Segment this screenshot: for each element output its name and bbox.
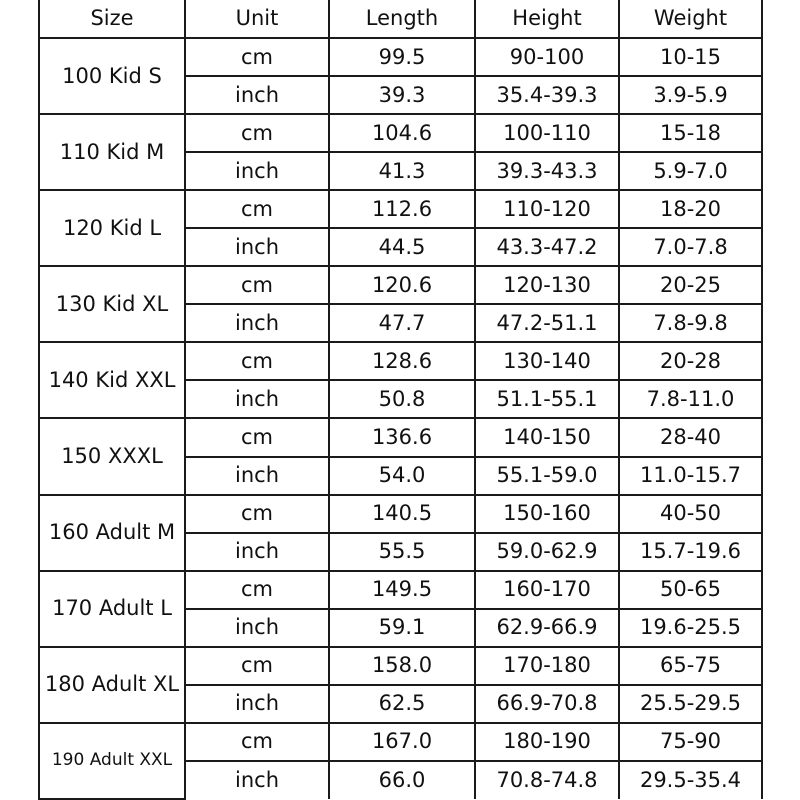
unit-cell: inch <box>185 152 329 190</box>
weight-cell: 40-50 <box>619 495 762 533</box>
header-row <box>39 0 762 38</box>
unit-cell: inch <box>185 761 329 799</box>
length-cell: 120.6 <box>329 266 475 304</box>
height-cell: 51.1-55.1 <box>475 380 619 418</box>
table-row <box>39 495 762 533</box>
length-cell: 50.8 <box>329 380 475 418</box>
height-cell: 170-180 <box>475 647 619 685</box>
height-cell: 59.0-62.9 <box>475 533 619 571</box>
unit-cell: cm <box>185 190 329 228</box>
size-cell: 170 Adult L <box>39 571 185 647</box>
weight-cell: 15-18 <box>619 114 762 152</box>
weight-cell: 65-75 <box>619 647 762 685</box>
weight-cell: 25.5-29.5 <box>619 685 762 723</box>
unit-cell: inch <box>185 380 329 418</box>
header-weight: Weight <box>619 0 762 38</box>
height-cell: 39.3-43.3 <box>475 152 619 190</box>
weight-cell: 7.8-9.8 <box>619 304 762 342</box>
weight-cell: 7.8-11.0 <box>619 380 762 418</box>
weight-cell: 29.5-35.4 <box>619 761 762 799</box>
height-cell: 47.2-51.1 <box>475 304 619 342</box>
unit-cell: inch <box>185 609 329 647</box>
size-chart-table <box>38 0 763 800</box>
size-cell: 100 Kid S <box>39 38 185 114</box>
length-cell: 41.3 <box>329 152 475 190</box>
weight-cell: 10-15 <box>619 38 762 76</box>
weight-cell: 11.0-15.7 <box>619 457 762 495</box>
size-cell: 150 XXXL <box>39 418 185 494</box>
length-cell: 59.1 <box>329 609 475 647</box>
table-header <box>39 0 762 38</box>
length-cell: 99.5 <box>329 38 475 76</box>
table-row <box>39 418 762 456</box>
weight-cell: 15.7-19.6 <box>619 533 762 571</box>
height-cell: 150-160 <box>475 495 619 533</box>
table-row <box>39 38 762 76</box>
unit-cell: cm <box>185 266 329 304</box>
size-cell: 130 Kid XL <box>39 266 185 342</box>
unit-cell: inch <box>185 457 329 495</box>
unit-cell: inch <box>185 533 329 571</box>
unit-cell: cm <box>185 418 329 456</box>
size-cell: 190 Adult XXL <box>39 723 185 799</box>
length-cell: 167.0 <box>329 723 475 761</box>
height-cell: 90-100 <box>475 38 619 76</box>
unit-cell: cm <box>185 495 329 533</box>
unit-cell: cm <box>185 342 329 380</box>
weight-cell: 18-20 <box>619 190 762 228</box>
length-cell: 112.6 <box>329 190 475 228</box>
unit-cell: cm <box>185 114 329 152</box>
size-cell: 140 Kid XXL <box>39 342 185 418</box>
height-cell: 70.8-74.8 <box>475 761 619 799</box>
height-cell: 110-120 <box>475 190 619 228</box>
size-cell: 180 Adult XL <box>39 647 185 723</box>
weight-cell: 5.9-7.0 <box>619 152 762 190</box>
weight-cell: 3.9-5.9 <box>619 76 762 114</box>
length-cell: 47.7 <box>329 304 475 342</box>
height-cell: 100-110 <box>475 114 619 152</box>
weight-cell: 7.0-7.8 <box>619 228 762 266</box>
header-unit: Unit <box>185 0 329 38</box>
height-cell: 140-150 <box>475 418 619 456</box>
weight-cell: 75-90 <box>619 723 762 761</box>
length-cell: 104.6 <box>329 114 475 152</box>
header-height: Height <box>475 0 619 38</box>
weight-cell: 28-40 <box>619 418 762 456</box>
length-cell: 39.3 <box>329 76 475 114</box>
length-cell: 128.6 <box>329 342 475 380</box>
unit-cell: inch <box>185 228 329 266</box>
length-cell: 62.5 <box>329 685 475 723</box>
unit-cell: cm <box>185 723 329 761</box>
length-cell: 66.0 <box>329 761 475 799</box>
header-size: Size <box>39 0 185 38</box>
height-cell: 43.3-47.2 <box>475 228 619 266</box>
weight-cell: 20-25 <box>619 266 762 304</box>
height-cell: 130-140 <box>475 342 619 380</box>
unit-cell: cm <box>185 38 329 76</box>
length-cell: 44.5 <box>329 228 475 266</box>
size-cell: 160 Adult M <box>39 495 185 571</box>
unit-cell: inch <box>185 76 329 114</box>
table-row <box>39 571 762 609</box>
length-cell: 136.6 <box>329 418 475 456</box>
unit-cell: cm <box>185 647 329 685</box>
height-cell: 55.1-59.0 <box>475 457 619 495</box>
height-cell: 35.4-39.3 <box>475 76 619 114</box>
height-cell: 120-130 <box>475 266 619 304</box>
length-cell: 140.5 <box>329 495 475 533</box>
table-row <box>39 114 762 152</box>
height-cell: 180-190 <box>475 723 619 761</box>
size-cell: 110 Kid M <box>39 114 185 190</box>
height-cell: 62.9-66.9 <box>475 609 619 647</box>
unit-cell: inch <box>185 304 329 342</box>
table-row <box>39 342 762 380</box>
length-cell: 54.0 <box>329 457 475 495</box>
size-cell: 120 Kid L <box>39 190 185 266</box>
length-cell: 149.5 <box>329 571 475 609</box>
table-row <box>39 723 762 761</box>
height-cell: 66.9-70.8 <box>475 685 619 723</box>
header-length: Length <box>329 0 475 38</box>
unit-cell: cm <box>185 571 329 609</box>
table-row <box>39 647 762 685</box>
weight-cell: 20-28 <box>619 342 762 380</box>
table-row <box>39 190 762 228</box>
weight-cell: 19.6-25.5 <box>619 609 762 647</box>
length-cell: 158.0 <box>329 647 475 685</box>
length-cell: 55.5 <box>329 533 475 571</box>
weight-cell: 50-65 <box>619 571 762 609</box>
unit-cell: inch <box>185 685 329 723</box>
height-cell: 160-170 <box>475 571 619 609</box>
table-row <box>39 266 762 304</box>
table-body <box>39 38 762 799</box>
